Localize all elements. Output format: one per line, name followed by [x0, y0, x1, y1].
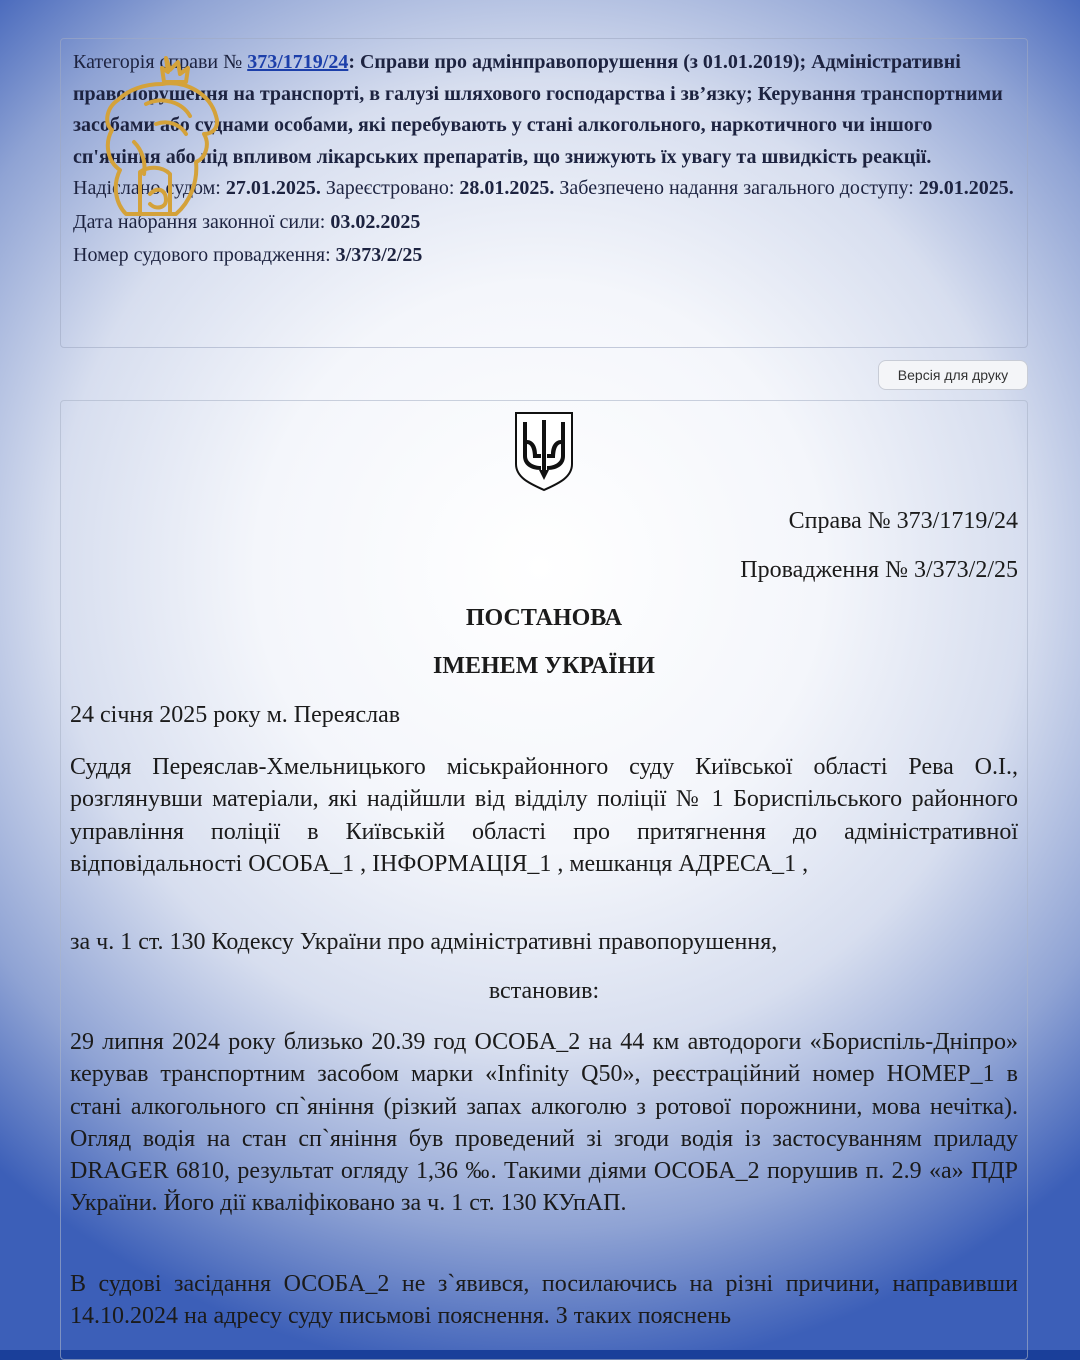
hearing-paragraph: В судові засідання ОСОБА_2 не з`явився, посилаючись на різні причини, направивши 14.10.2024 на адресу суду письмові пояснення. З таких пояснень: [70, 1271, 1018, 1330]
document-title: ПОСТАНОВА: [465, 605, 623, 631]
category-label: Категорія справи №: [73, 51, 243, 73]
case-number-link[interactable]: 373/1719/24: [247, 51, 349, 73]
force-date: 03.02.2025: [330, 210, 421, 233]
lion-crown-logo: [86, 54, 226, 224]
sent-date: 27.01.2025.: [225, 177, 321, 199]
facts-paragraph: 29 липня 2024 року близько 20.39 год ОСОБА_2 на 44 км автодороги «Бориспіль-Дніпро» керував транспортним засобом марки «Infinity Q50», реєстраційний номер НОМЕР_1 в стані алкогольного сп`яніння (різкий запах алкоголю з ротової порожнини, мова нечітка). Огляд водія на стан сп`яніння був проведений зі згоди водія із застосуванням приладу DRAGER 6810, результат огляду 1,36 ‰. Такими діями ОСОБА_2 порушив п. 2.9 «а» ПДР України. Його дії кваліфіковано за ч. 1 ст. 130 КУпАП.: [70, 1029, 1018, 1217]
print-version-button[interactable]: Версія для друку: [878, 360, 1028, 390]
registered-date: 28.01.2025.: [459, 177, 555, 199]
proceeding-label: Номер судового провадження:: [73, 244, 331, 266]
established-heading: встановив:: [488, 978, 600, 1004]
proceeding-number: 3/373/2/25: [335, 244, 423, 266]
proceeding-number-doc: Провадження № 3/373/2/25: [740, 557, 1018, 583]
article-line: за ч. 1 ст. 130 Кодексу України про адміністративні правопорушення,: [70, 929, 778, 955]
document-subtitle: ІМЕНЕМ УКРАЇНИ: [433, 653, 655, 679]
judge-paragraph: Суддя Переяслав-Хмельницького міськрайонного суду Київської області Рева О.І., розглянувши матеріали, які надійшли від відділу поліції № 1 Бориспільського районного управління поліції в Київській області про притягнення до адміністративної відповідальності ОСОБА_1 , ІНФОРМАЦІЯ_1 , мешканця АДРЕСА_1 ,: [70, 754, 1018, 877]
case-number: Справа № 373/1719/24: [788, 508, 1018, 534]
access-date: 29.01.2025.: [918, 177, 1014, 199]
sent-label: Надіслано судом:: [73, 177, 221, 199]
date-place: 24 січня 2025 року м. Переяслав: [70, 702, 401, 728]
category-text: : Справи про адмінправопорушення (з 01.01.2019); Адміністративні правопорушення на транспорті, в галузі шляхового господарства і зв’язку; Керування транспортними засобами або суднами особами, які перебувають у стані алкогольного, наркотичного чи іншого сп'яніння або під впливом лікарських препаратів, що знижують їх увагу та швидкість реакції.: [73, 51, 1003, 168]
trident-emblem-icon: [513, 410, 575, 492]
registered-label: Зареєстровано:: [325, 177, 455, 199]
force-label: Дата набрання законної сили:: [73, 210, 326, 233]
access-label: Забезпечено надання загального доступу:: [559, 177, 914, 199]
